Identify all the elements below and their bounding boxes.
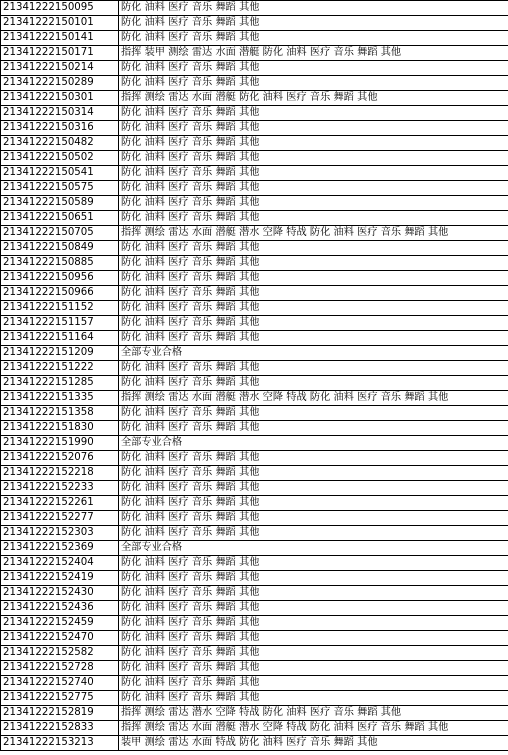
candidate-id-cell: 21341222150301 (1, 91, 119, 106)
qualified-specialties-cell: 防化 油料 医疗 音乐 舞蹈 其他 (119, 421, 508, 436)
candidate-id-cell: 21341222152303 (1, 526, 119, 541)
table-row (1, 421, 508, 436)
qualified-specialties-cell: 防化 油料 医疗 音乐 舞蹈 其他 (119, 76, 508, 91)
qualified-specialties-cell: 全部专业合格 (119, 346, 508, 361)
qualified-specialties-cell: 防化 油料 医疗 音乐 舞蹈 其他 (119, 316, 508, 331)
candidate-id-cell: 21341222150541 (1, 166, 119, 181)
results-table-body (1, 1, 508, 751)
qualified-specialties-cell: 防化 油料 医疗 音乐 舞蹈 其他 (119, 196, 508, 211)
candidate-id-cell: 21341222150101 (1, 16, 119, 31)
table-row (1, 406, 508, 421)
qualified-specialties-cell: 防化 油料 医疗 音乐 舞蹈 其他 (119, 661, 508, 676)
candidate-id-cell: 21341222152277 (1, 511, 119, 526)
candidate-id-cell: 21341222152728 (1, 661, 119, 676)
candidate-id-cell: 21341222150214 (1, 61, 119, 76)
candidate-id-cell: 21341222150095 (1, 1, 119, 16)
table-row (1, 721, 508, 736)
qualified-specialties-cell: 防化 油料 医疗 音乐 舞蹈 其他 (119, 616, 508, 631)
qualified-specialties-cell: 防化 油料 医疗 音乐 舞蹈 其他 (119, 556, 508, 571)
table-row (1, 241, 508, 256)
table-row (1, 301, 508, 316)
qualified-specialties-cell: 防化 油料 医疗 音乐 舞蹈 其他 (119, 361, 508, 376)
table-row (1, 361, 508, 376)
qualified-specialties-cell: 防化 油料 医疗 音乐 舞蹈 其他 (119, 151, 508, 166)
table-row (1, 151, 508, 166)
qualified-specialties-cell: 全部专业合格 (119, 541, 508, 556)
table-row (1, 76, 508, 91)
candidate-id-cell: 21341222151830 (1, 421, 119, 436)
qualified-specialties-cell: 防化 油料 医疗 音乐 舞蹈 其他 (119, 256, 508, 271)
table-row (1, 376, 508, 391)
qualified-specialties-cell: 防化 油料 医疗 音乐 舞蹈 其他 (119, 451, 508, 466)
qualified-specialties-cell: 防化 油料 医疗 音乐 舞蹈 其他 (119, 646, 508, 661)
candidate-id-cell: 21341222150705 (1, 226, 119, 241)
qualified-specialties-cell: 防化 油料 医疗 音乐 舞蹈 其他 (119, 211, 508, 226)
candidate-id-cell: 21341222152261 (1, 496, 119, 511)
table-row (1, 46, 508, 61)
qualified-specialties-cell: 防化 油料 医疗 音乐 舞蹈 其他 (119, 271, 508, 286)
qualified-specialties-cell: 防化 油料 医疗 音乐 舞蹈 其他 (119, 136, 508, 151)
candidate-id-cell: 21341222150651 (1, 211, 119, 226)
table-row (1, 121, 508, 136)
table-row (1, 16, 508, 31)
qualified-specialties-cell: 防化 油料 医疗 音乐 舞蹈 其他 (119, 121, 508, 136)
candidate-id-cell: 21341222151209 (1, 346, 119, 361)
table-row (1, 436, 508, 451)
table-row (1, 256, 508, 271)
qualified-specialties-cell: 防化 油料 医疗 音乐 舞蹈 其他 (119, 586, 508, 601)
candidate-id-cell: 21341222152430 (1, 586, 119, 601)
candidate-id-cell: 21341222152459 (1, 616, 119, 631)
table-row (1, 451, 508, 466)
candidate-id-cell: 21341222152369 (1, 541, 119, 556)
qualified-specialties-cell: 防化 油料 医疗 音乐 舞蹈 其他 (119, 496, 508, 511)
candidate-id-cell: 21341222150956 (1, 271, 119, 286)
candidate-id-cell: 21341222150849 (1, 241, 119, 256)
table-row (1, 511, 508, 526)
table-row (1, 31, 508, 46)
table-row (1, 196, 508, 211)
candidate-id-cell: 21341222152419 (1, 571, 119, 586)
table-row (1, 286, 508, 301)
qualified-specialties-cell: 防化 油料 医疗 音乐 舞蹈 其他 (119, 301, 508, 316)
qualified-specialties-cell: 防化 油料 医疗 音乐 舞蹈 其他 (119, 16, 508, 31)
candidate-id-cell: 21341222152404 (1, 556, 119, 571)
table-row (1, 586, 508, 601)
candidate-id-cell: 21341222152233 (1, 481, 119, 496)
qualified-specialties-cell: 全部专业合格 (119, 436, 508, 451)
qualified-specialties-cell: 指挥 测绘 雷达 水面 潜艇 防化 油料 医疗 音乐 舞蹈 其他 (119, 91, 508, 106)
qualified-specialties-cell: 防化 油料 医疗 音乐 舞蹈 其他 (119, 511, 508, 526)
candidate-id-cell: 21341222152470 (1, 631, 119, 646)
qualified-specialties-cell: 装甲 测绘 雷达 水面 特战 防化 油料 医疗 音乐 舞蹈 其他 (119, 736, 508, 751)
table-row (1, 1, 508, 16)
table-row (1, 646, 508, 661)
table-row (1, 391, 508, 406)
table-row (1, 571, 508, 586)
candidate-id-cell: 21341222152218 (1, 466, 119, 481)
candidate-id-cell: 21341222150589 (1, 196, 119, 211)
qualified-specialties-cell: 指挥 装甲 测绘 雷达 水面 潜艇 防化 油料 医疗 音乐 舞蹈 其他 (119, 46, 508, 61)
candidate-id-cell: 21341222152740 (1, 676, 119, 691)
candidate-id-cell: 21341222151152 (1, 301, 119, 316)
candidate-id-cell: 21341222152582 (1, 646, 119, 661)
candidate-id-cell: 21341222150316 (1, 121, 119, 136)
qualified-specialties-cell: 防化 油料 医疗 音乐 舞蹈 其他 (119, 286, 508, 301)
qualified-specialties-cell: 防化 油料 医疗 音乐 舞蹈 其他 (119, 61, 508, 76)
table-row (1, 541, 508, 556)
qualified-specialties-cell: 防化 油料 医疗 音乐 舞蹈 其他 (119, 691, 508, 706)
table-row (1, 271, 508, 286)
candidate-id-cell: 21341222150289 (1, 76, 119, 91)
candidate-id-cell: 21341222151990 (1, 436, 119, 451)
qualified-specialties-cell: 防化 油料 医疗 音乐 舞蹈 其他 (119, 601, 508, 616)
qualified-specialties-cell: 防化 油料 医疗 音乐 舞蹈 其他 (119, 331, 508, 346)
qualified-specialties-cell: 防化 油料 医疗 音乐 舞蹈 其他 (119, 481, 508, 496)
table-row (1, 91, 508, 106)
table-row (1, 61, 508, 76)
table-row (1, 736, 508, 751)
table-row (1, 616, 508, 631)
table-row (1, 706, 508, 721)
candidate-id-cell: 21341222151157 (1, 316, 119, 331)
table-row (1, 481, 508, 496)
candidate-id-cell: 21341222152436 (1, 601, 119, 616)
candidate-id-cell: 21341222153213 (1, 736, 119, 751)
table-row (1, 331, 508, 346)
qualified-specialties-cell: 防化 油料 医疗 音乐 舞蹈 其他 (119, 106, 508, 121)
candidate-id-cell: 21341222150314 (1, 106, 119, 121)
qualified-specialties-cell: 防化 油料 医疗 音乐 舞蹈 其他 (119, 526, 508, 541)
table-row (1, 466, 508, 481)
candidate-id-cell: 21341222151358 (1, 406, 119, 421)
table-row (1, 496, 508, 511)
candidate-id-cell: 21341222151285 (1, 376, 119, 391)
table-row (1, 691, 508, 706)
qualified-specialties-cell: 防化 油料 医疗 音乐 舞蹈 其他 (119, 241, 508, 256)
qualified-specialties-cell: 防化 油料 医疗 音乐 舞蹈 其他 (119, 376, 508, 391)
candidate-id-cell: 21341222152076 (1, 451, 119, 466)
candidate-id-cell: 21341222151222 (1, 361, 119, 376)
table-row (1, 661, 508, 676)
table-row (1, 106, 508, 121)
candidate-id-cell: 21341222150141 (1, 31, 119, 46)
table-row (1, 346, 508, 361)
candidate-id-cell: 21341222152819 (1, 706, 119, 721)
qualified-specialties-cell: 防化 油料 医疗 音乐 舞蹈 其他 (119, 31, 508, 46)
table-row (1, 601, 508, 616)
qualified-specialties-cell: 指挥 测绘 雷达 潜水 空降 特战 防化 油料 医疗 音乐 舞蹈 其他 (119, 706, 508, 721)
table-row (1, 211, 508, 226)
candidate-id-cell: 21341222150966 (1, 286, 119, 301)
table-row (1, 556, 508, 571)
table-row (1, 316, 508, 331)
candidate-id-cell: 21341222151164 (1, 331, 119, 346)
qualified-specialties-cell: 防化 油料 医疗 音乐 舞蹈 其他 (119, 1, 508, 16)
qualified-specialties-cell: 指挥 测绘 雷达 水面 潜艇 潜水 空降 特战 防化 油料 医疗 音乐 舞蹈 其他 (119, 226, 508, 241)
qualified-specialties-cell: 防化 油料 医疗 音乐 舞蹈 其他 (119, 166, 508, 181)
qualified-specialties-cell: 防化 油料 医疗 音乐 舞蹈 其他 (119, 676, 508, 691)
table-row (1, 181, 508, 196)
candidate-id-cell: 21341222150885 (1, 256, 119, 271)
table-row (1, 676, 508, 691)
qualified-specialties-cell: 防化 油料 医疗 音乐 舞蹈 其他 (119, 631, 508, 646)
candidate-id-cell: 21341222150502 (1, 151, 119, 166)
qualified-specialties-cell: 指挥 测绘 雷达 水面 潜艇 潜水 空降 特战 防化 油料 医疗 音乐 舞蹈 其他 (119, 721, 508, 736)
table-row (1, 166, 508, 181)
candidate-id-cell: 21341222150171 (1, 46, 119, 61)
candidate-id-cell: 21341222151335 (1, 391, 119, 406)
table-row (1, 631, 508, 646)
candidate-id-cell: 21341222152775 (1, 691, 119, 706)
qualified-specialties-cell: 防化 油料 医疗 音乐 舞蹈 其他 (119, 466, 508, 481)
qualified-specialties-cell: 指挥 测绘 雷达 水面 潜艇 潜水 空降 特战 防化 油料 医疗 音乐 舞蹈 其他 (119, 391, 508, 406)
qualified-specialties-cell: 防化 油料 医疗 音乐 舞蹈 其他 (119, 181, 508, 196)
qualified-specialties-cell: 防化 油料 医疗 音乐 舞蹈 其他 (119, 406, 508, 421)
qualified-specialties-cell: 防化 油料 医疗 音乐 舞蹈 其他 (119, 571, 508, 586)
candidate-id-cell: 21341222150482 (1, 136, 119, 151)
table-row (1, 526, 508, 541)
candidate-id-cell: 21341222150575 (1, 181, 119, 196)
candidate-id-cell: 21341222152833 (1, 721, 119, 736)
table-row (1, 226, 508, 241)
table-row (1, 136, 508, 151)
